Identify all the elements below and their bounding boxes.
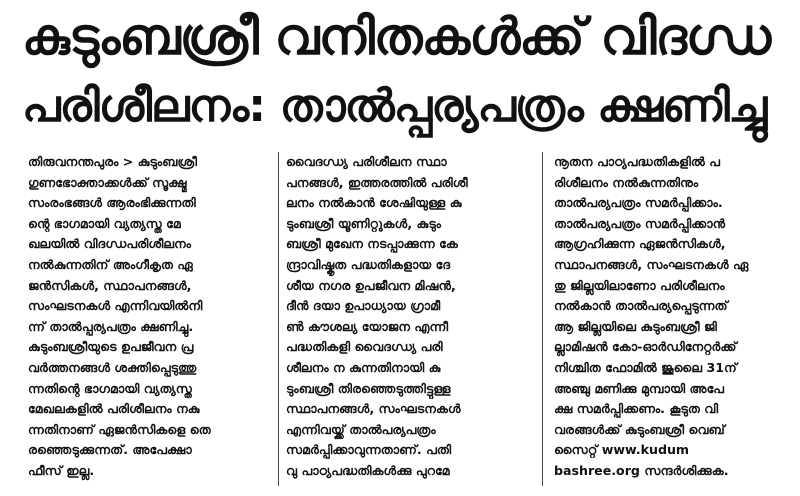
- article-line: ദീൻ ദയാ ഉപാധ്യായ ഗ്രാമീ: [286, 298, 441, 314]
- article-line: സ്ഥാപനങ്ങൾ, സംഘടനകൾ: [286, 401, 461, 417]
- article-line: നൽകുന്നതിന് അംഗീകൃത ഏ: [28, 256, 193, 272]
- article-line: ന്റെ ഭാഗമായി വ്യത്യസ്ത മേ: [28, 215, 181, 231]
- article-line: സംരംഭങ്ങൾ ആരംഭിക്കുന്നതി: [28, 195, 196, 211]
- article-column-3: [554, 152, 776, 492]
- article-line: തിരുവനന്തപുരം > കുടുംബശ്രീ: [28, 154, 197, 169]
- article-line: വർത്തനങ്ങൾ ശക്തിപ്പെടുത്തു: [28, 359, 197, 375]
- article-line: ആഗ്രഹിക്കുന്ന ഏജൻസികൾ,: [554, 236, 726, 252]
- article-line: മേഖലകളിൽ പരിശീലനം നകു: [28, 401, 200, 417]
- headline: [22, 4, 782, 140]
- article-line: ന്നതിന്റെ ഭാഗമായി വ്യത്യസ്ത: [28, 380, 192, 396]
- article-line: bashree.org സന്ദർശിക്കുക.: [554, 462, 729, 478]
- article-line: കുടുംബശ്രീയുടെ ഉപജീവന പ്ര: [28, 339, 194, 355]
- article-line: ബശ്രീ മുഖേന നടപ്പാക്കുന്ന കേ: [286, 236, 458, 252]
- article-line: അഞ്ചു മണിക്കു മുമ്പായി അപേ: [554, 380, 725, 396]
- article-line: ടുംബശ്രീ തിരഞ്ഞെടുത്തിട്ടുള്ള: [286, 380, 451, 396]
- article-body: [28, 152, 773, 492]
- article-column-2: [286, 152, 532, 492]
- article-line: ശീലനം ന കുന്നതിനായി കു: [286, 359, 441, 375]
- article-line: ലനം നൽകാൻ ശേഷിയുള്ള കു: [286, 195, 462, 211]
- article-line: തു ജില്ലയിലാണോ പരിശീലനം: [554, 277, 725, 293]
- article-line: പനങ്ങൾ, ഇത്തരത്തിൽ പരിശീ: [286, 174, 468, 190]
- article-line: സംഘടനകൾ എന്നിവയിൽനി: [28, 298, 203, 314]
- article-line: ടുംബശ്രീ യൂണിറ്റുകൾ, കുടും: [286, 215, 442, 231]
- article-line: സമർപ്പിക്കാവുന്നതാണ്. പതി: [286, 442, 452, 458]
- article-line: ന്നതിനാണ് ഏജൻസികളെ തെ: [28, 421, 211, 437]
- article-line: സൈറ്റ് www.kudum: [554, 442, 690, 458]
- article-line: ല്ലാമിഷൻ കോ-ഓർഡിനേറ്റർക്ക്: [554, 339, 737, 355]
- article-line: രിശീലനം നൽകുന്നതിനും: [554, 174, 699, 190]
- article-line: നൽകാൻ താൽപര്യപ്പെടുന്നത്: [554, 298, 728, 314]
- article-line: വരങ്ങൾക്ക് കുടുംബശ്രീ വെബ്: [554, 421, 725, 437]
- headline-line-1: കുടുംബശ്രീ വനിതകൾക്ക് വിദഗ്ധ: [22, 8, 771, 67]
- article-line: നൂതന പാഠ്യപദ്ധതികളിൽ പ: [554, 154, 721, 169]
- article-line: താൽപര്യപത്രം സമർപ്പിക്കാം.: [554, 195, 723, 211]
- article-line: ന്ദ്രാവിഷ്കൃത പദ്ധതികളായ ദേ: [286, 256, 451, 272]
- article-line: രഞ്ഞെടുക്കുന്നത്. അപേക്ഷാ: [28, 442, 192, 458]
- article-line: പദ്ധതികളി വൈദഗ്ധ്യ പരി: [286, 339, 443, 355]
- article-line: ആ ജില്ലയിലെ കുടുംബശ്രീ ജി: [554, 318, 717, 334]
- article-line: ഖലയിൽ വിദഗ്ധപരിശീലനം: [28, 236, 192, 252]
- article-line: ജൻസികൾ, സ്ഥാപനങ്ങൾ,: [28, 277, 192, 293]
- article-line: സ്ഥാപനങ്ങൾ, സംഘടനകൾ ഏ: [554, 256, 749, 272]
- article-line: ഗുണഭോക്താക്കൾക്ക് സൂക്ഷ്മ: [28, 174, 187, 190]
- article-line: ശീയ നഗര ഉപജീവന മിഷൻ,: [286, 277, 456, 293]
- article-line: ൺ കൗശല്യ യോജന എന്നീ: [286, 318, 449, 334]
- article-line: ക്ഷ സമർപ്പിക്കണം. കൂടുത വി: [554, 401, 719, 417]
- article-line: താൽപര്യപത്രം സമർപ്പിക്കാൻ: [554, 215, 726, 231]
- article-column-1: [28, 152, 268, 492]
- article-line: എന്നിവയ്ക്ക് താൽപര്യപത്രം: [286, 421, 436, 437]
- headline-line-2: പരിശീലനം: താൽപ്പര്യപത്രം ക്ഷണിച്ചു: [22, 79, 767, 132]
- article-line: ന്ന് താൽപ്പര്യപത്രം ക്ഷണിച്ചു.: [28, 318, 194, 334]
- article-line: ഫീസ് ഇല്ല.: [28, 462, 95, 478]
- article-line: വൈദഗ്ധ്യ പരിശീലന സ്ഥാ: [286, 154, 447, 169]
- article-line: വു പാഠ്യപദ്ധതികൾക്കു പുറമേ: [286, 462, 450, 478]
- article-line: നിശ്ചിത ഫോമിൽ ജൂലൈ 31ന്: [554, 359, 737, 375]
